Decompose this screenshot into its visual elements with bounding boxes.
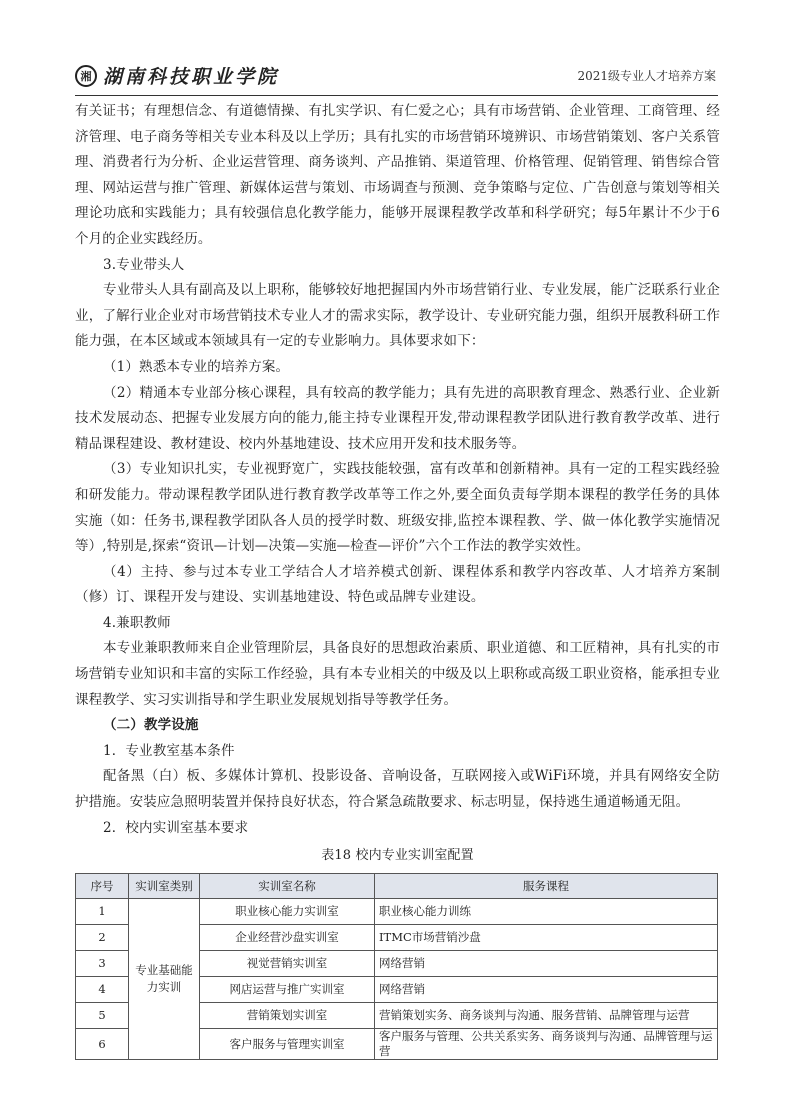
cell-no: 5: [76, 1002, 129, 1028]
paragraph-list: [75, 99, 720, 841]
header-category: 实训室类别: [129, 873, 200, 898]
cell-no: 1: [76, 898, 129, 924]
paragraph: 4.兼职教师: [103, 614, 171, 631]
table-caption: 表18 校内专业实训室配置: [321, 848, 474, 864]
paragraph: （1）熟悉本专业的培养方案。: [103, 358, 290, 375]
cell-lab-name: 职业核心能力实训室: [200, 898, 375, 924]
paragraph: （4）主持、参与过本专业工学结合人才培养模式创新、课程体系和教学内容改革、人才培养方案制（修）订、课程开发与建设、实训基地建设、特色或品牌专业建设。: [75, 563, 721, 606]
paragraph: 3.专业带头人: [103, 256, 185, 273]
paragraph: 配备黑（白）板、多媒体计算机、投影设备、音响设备，互联网接入或WiFi环境，并具有网络安全防护措施。安装应急照明装置并保持良好状态，符合紧急疏散要求、标志明显，保持逃生通道畅通无阻。: [75, 768, 720, 811]
cell-lab-name: 客户服务与管理实训室: [200, 1028, 375, 1059]
cell-courses: 客户服务与管理、公共关系实务、商务谈判与沟通、品牌管理与运营: [375, 1028, 718, 1059]
table-row: [76, 898, 718, 924]
paragraph: 2．校内实训室基本要求: [103, 819, 249, 836]
paragraph: 专业带头人具有副高及以上职称，能够较好地把握国内外市场营销行业、专业发展，能广泛联系行业企业，了解行业企业对市场营销技术专业人才的需求实际，教学设计、专业研究能力强，组织开展教科研工作能力强，在本区域或本领域具有一定的专业影响力。具体要求如下：: [75, 282, 720, 350]
cell-lab-name: 网店运营与推广实训室: [200, 976, 375, 1002]
header-lab-name: 实训室名称: [200, 873, 375, 898]
paragraph: 有关证书；有理想信念、有道德情操、有扎实学识、有仁爱之心；具有市场营销、企业管理、工商管理、经济管理、电子商务等相关专业本科及以上学历；具有扎实的市场营销环境辨识、市场营销策划、客户关系管理、消费者行为分析、企业运营管理、商务谈判、产品推销、渠道管理、价格管理、促销管理、销售综合管理、网站运营与推广管理、新媒体运营与策划、市场调查与预测、竞争策略与定位、广告创意与策划等相关理论功底和实践能力；具有较强信息化教学能力，能够开展课程教学改革和科学研究；每5年累计不少于6个月的企业实践经历。: [75, 103, 720, 247]
page-body: [75, 99, 720, 1060]
cell-no: 6: [76, 1028, 129, 1059]
page-header: [75, 62, 718, 96]
paragraph: （2）精通本专业部分核心课程，具有较高的教学能力；具有先进的高职教育理念、熟悉行业、企业新技术发展动态、把握专业发展方向的能力,能主持专业课程开发,带动课程教学团队进行教育教学改革、进行精品课程建设、教材建设、校内外基地建设、技术应用开发和技术服务等。: [75, 384, 720, 452]
cell-lab-name: 视觉营销实训室: [200, 950, 375, 976]
cell-courses: 网络营销: [375, 950, 718, 976]
cell-no: 2: [76, 924, 129, 950]
cell-no: 4: [76, 976, 129, 1002]
header-divider: [75, 95, 718, 96]
cell-courses: 职业核心能力训练: [375, 898, 718, 924]
table-body: [76, 898, 718, 1059]
section-heading: （二）教学设施: [103, 717, 199, 734]
paragraph: （3）专业知识扎实，专业视野宽广，实践技能较强，富有改革和创新精神。具有一定的工程实践经验和研发能力。带动课程教学团队进行教育教学改革等工作之外,要全面负责每学期本课程的教学任务的具体实施（如：任务书,课程教学团队各人员的授学时数、班级安排,监控本课程教、学、做一体化教学实施情况等）,特别是,探索“资讯—计划—决策—实施—检查—评价”六个工作法的教学实效性。: [75, 461, 720, 555]
cell-lab-name: 营销策划实训室: [200, 1002, 375, 1028]
cell-category: 专业基础能力实训: [129, 898, 200, 1059]
school-name: 湖南科技职业学院: [103, 66, 280, 88]
header-no: 序号: [76, 873, 129, 898]
school-logo: [75, 62, 279, 89]
lab-config-table: [75, 873, 718, 1060]
header-courses: 服务课程: [375, 873, 718, 898]
cell-courses: ITMC市场营销沙盘: [375, 924, 718, 950]
cell-courses: 网络营销: [375, 976, 718, 1002]
document-title: 2021级专业人才培养方案: [577, 69, 716, 83]
table-header-row: [76, 873, 718, 898]
paragraph: 1．专业教室基本条件: [103, 742, 235, 759]
paragraph: 本专业兼职教师来自企业管理阶层，具备良好的思想政治素质、职业道德、和工匠精神，具有扎实的市场营销专业知识和丰富的实际工作经验，具有本专业相关的中级及以上职称或高级工职业资格，能承担专业课程教学、实习实训指导和学生职业发展规划指导等教学任务。: [75, 640, 720, 708]
cell-courses: 营销策划实务、商务谈判与沟通、服务营销、品牌管理与运营: [375, 1002, 718, 1028]
school-emblem-icon: 湘: [75, 65, 97, 87]
cell-no: 3: [76, 950, 129, 976]
cell-lab-name: 企业经营沙盘实训室: [200, 924, 375, 950]
